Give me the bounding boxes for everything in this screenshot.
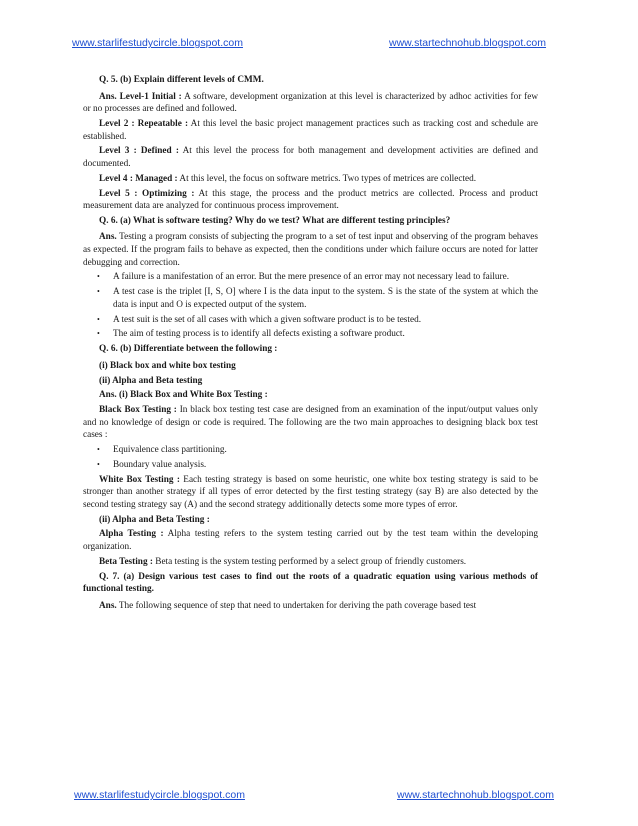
beta-label: Beta Testing : [99, 556, 153, 567]
q5-level5 [83, 188, 538, 213]
bullet-icon: • [97, 272, 100, 282]
document-body [83, 74, 538, 615]
bullet-icon: • [97, 329, 100, 339]
alpha-beta-title: (ii) Alpha and Beta Testing : [99, 514, 210, 525]
list-item-text: Boundary value analysis. [113, 459, 207, 470]
alpha-label: Alpha Testing : [99, 529, 164, 540]
page-footer [0, 789, 638, 805]
q5-answer [83, 91, 538, 116]
q7a-ans-label: Ans. [99, 600, 117, 611]
q5-title: Q. 5. (b) Explain different levels of CMM. [99, 75, 264, 85]
alpha-paragraph [83, 528, 538, 553]
q5-level2-label: Level 2 : Repeatable : [99, 118, 189, 129]
q7a-title: Q. 7. (a) Design various test cases to find out the roots of a quadratic equation using various methods of functional testing. [83, 571, 538, 595]
header-right-link[interactable]: www.startechnohub.blogspot.com [389, 37, 547, 49]
q5-level4-label: Level 4 : Managed : [99, 173, 178, 184]
beta-text: Beta testing is the system testing performed by a select group of friendly customers. [152, 556, 467, 567]
bullet-icon: • [97, 287, 100, 297]
q6b-item-2: (ii) Alpha and Beta testing [99, 375, 203, 386]
black-box-paragraph [83, 404, 538, 442]
q5-level2-text: At this level the basic project management practices such as tracking cost and schedule are established. [83, 118, 538, 142]
list-item [83, 328, 538, 341]
q6b-title: Q. 6. (b) Differentiate between the following : [99, 344, 278, 355]
alpha-text: Alpha testing refers to the system testing carried out by the test team within the developing organization. [83, 529, 538, 552]
q6a-title: Q. 6. (a) What is software testing? Why do we test? What are different testing principles? [99, 215, 451, 226]
footer-left-link[interactable]: www.starlifestudycircle.blogspot.com [74, 789, 245, 801]
q5-level2 [83, 118, 538, 143]
q7a-ans-text: The following sequence of step that need to undertaken for deriving the path coverage based test [116, 600, 477, 611]
bullet-icon: • [97, 445, 100, 455]
q5-level5-text: At this stage, the process and the product metrics are collected. Process and product measurement data are analyzed for continuous process improvement. [83, 188, 538, 212]
q6b-item-1: (i) Black box and white box testing [99, 360, 236, 371]
white-box-text: Each testing strategy is based on some heuristic, one white box testing strategy is said to be stronger than another strategy if all types of error detected by the first testing strategy (say B) are also detected by the second testing strategy say (A) and the second strategy additionally detects some more types of error. [83, 474, 539, 510]
list-item [83, 314, 538, 327]
list-item [83, 444, 538, 457]
q5-level4-text: At this level, the focus on software metrics. Two types of metrices are collected. [177, 173, 477, 184]
white-box-label: White Box Testing : [99, 474, 180, 485]
q5-level5-label: Level 5 : Optimizing : [99, 188, 195, 199]
q5-level3-text: At this level the process for both management and development activities are defined and documented. [83, 146, 538, 169]
bullet-icon: • [97, 314, 100, 324]
bullet-icon: • [97, 459, 100, 469]
q6a-ans-label: Ans. [99, 232, 117, 243]
header-left-link[interactable]: www.starlifestudycircle.blogspot.com [72, 37, 243, 49]
list-item-text: Equivalence class partitioning. [113, 445, 227, 456]
black-box-text: In black box testing test case are designed from an examination of the input/output values only and no knowledge of design or code is required. The following are the two main approaches to designing black box test cases : [83, 405, 538, 441]
white-box-paragraph [83, 474, 538, 512]
q5-ans-text: A software, development organization at this level is characterized by adhoc activities for few or no processes are defined and followed. [83, 91, 539, 115]
q5-level4 [83, 173, 538, 186]
list-item-text: A failure is a manifestation of an error. But the mere presence of an error may not necessary lead to failure. [113, 272, 510, 283]
q5-level3-label: Level 3 : Defined : [99, 146, 179, 157]
list-item [83, 286, 538, 311]
q6b-answer-title: Ans. (i) Black Box and White Box Testing : [99, 390, 268, 401]
q6a-answer [83, 231, 538, 269]
list-item-text: A test suit is the set of all cases with which a given software product is to be tested. [113, 314, 422, 325]
list-item [83, 459, 538, 472]
q7a-answer [83, 600, 538, 613]
q5-level3 [83, 145, 538, 170]
q6a-ans-text: Testing a program consists of subjecting the program to a set of test input and observing of the program behaves as expected. If the program fails to behave as expected, then the conditions under which failure occurs are noted for latter debugging and correction. [83, 232, 538, 268]
q5-ans-label: Ans. Level-1 Initial : [99, 91, 182, 102]
footer-right-link[interactable]: www.startechnohub.blogspot.com [397, 789, 555, 801]
list-item [83, 271, 538, 284]
black-box-label: Black Box Testing : [99, 405, 177, 416]
page-header [0, 37, 638, 53]
list-item-text: The aim of testing process is to identify all defects existing a software product. [113, 329, 405, 340]
list-item-text: A test case is the triplet [I, S, O] where I is the data input to the system. S is the state of the system at which the data is input and O is expected output of the system. [113, 287, 538, 310]
beta-paragraph [83, 556, 538, 569]
